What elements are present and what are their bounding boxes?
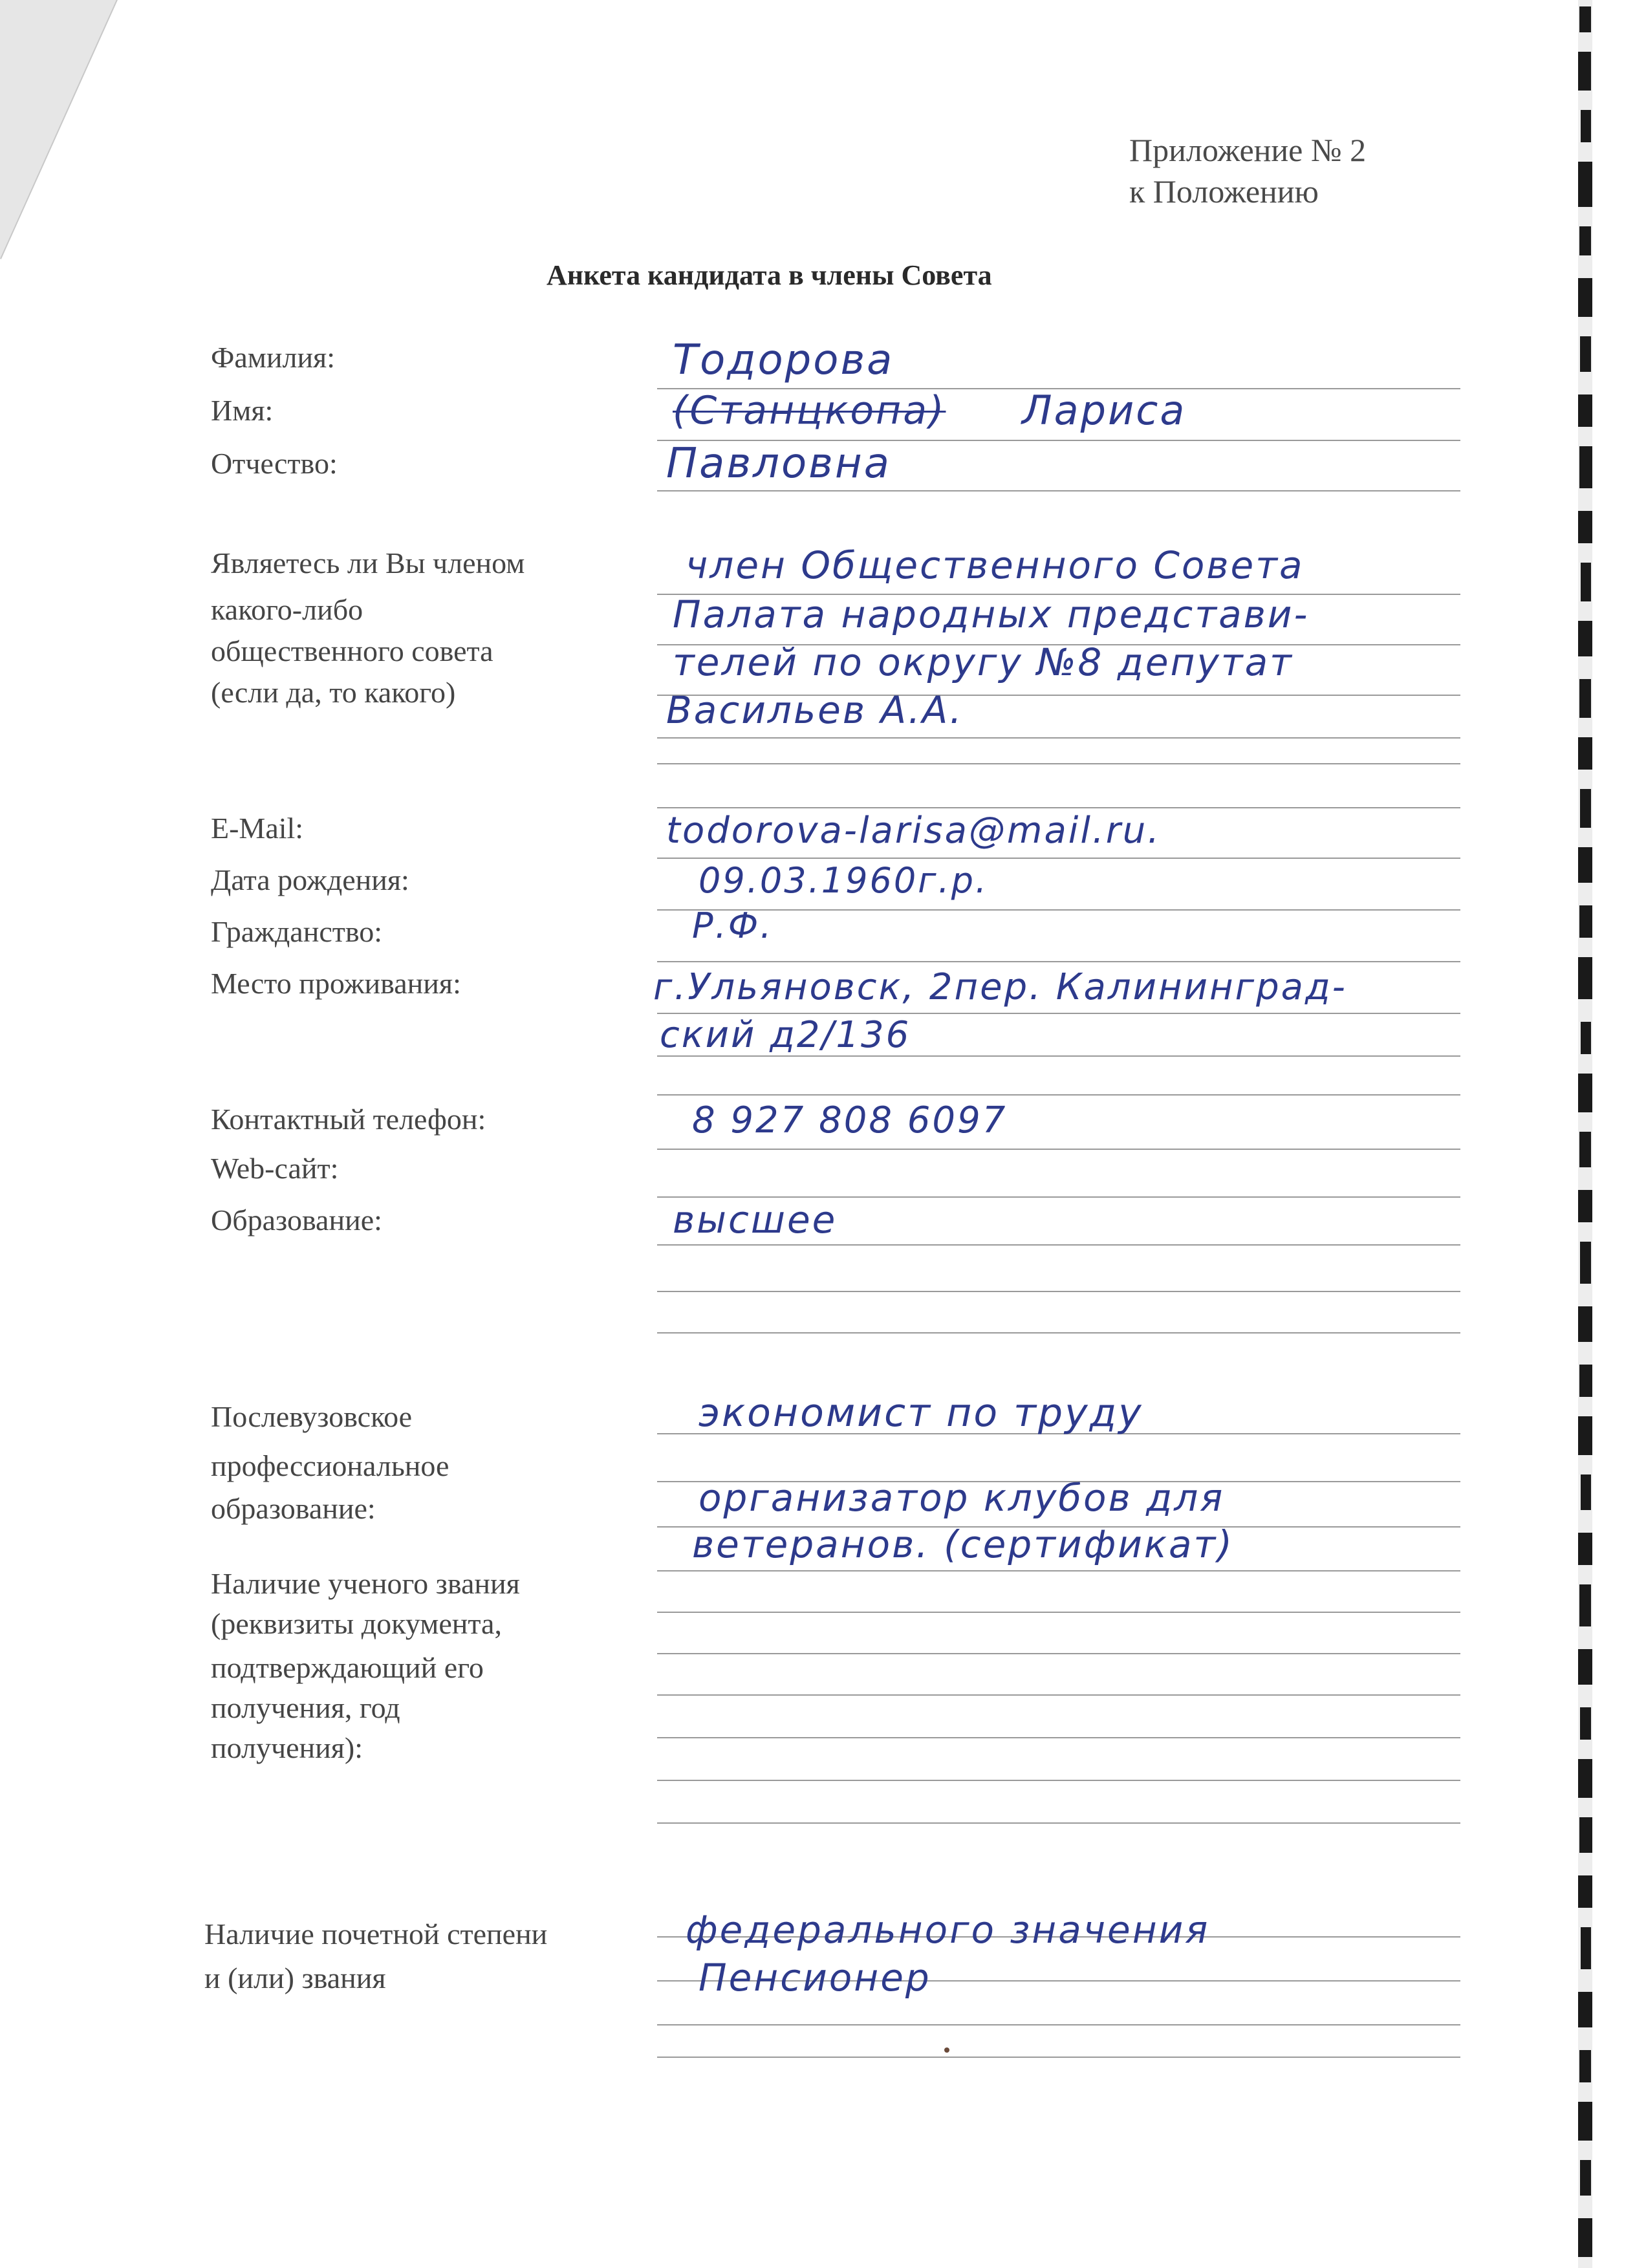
answer-postgrad-3: ветеранов. (сертификат): [692, 1522, 1234, 1566]
label-academic-5: получения):: [211, 1731, 363, 1764]
answer-citizenship: Р.Ф.: [692, 905, 774, 946]
answer-line: [657, 858, 1460, 859]
label-academic-4: получения, год: [211, 1691, 400, 1724]
answer-line: [657, 737, 1460, 739]
answer-line: [657, 1737, 1460, 1738]
label-council-3: общественного совета: [211, 634, 493, 667]
answer-postgrad-2: организатор клубов для: [698, 1476, 1225, 1520]
answer-maiden-name: (Станцкопа): [673, 388, 946, 433]
answer-surname: Тодорова: [673, 336, 894, 384]
answer-email: todorova-larisa@mail.ru.: [666, 810, 1162, 852]
appendix-regulation: к Положению: [1129, 173, 1319, 210]
answer-line: [657, 1244, 1460, 1246]
label-academic-2: (реквизиты документа,: [211, 1607, 502, 1640]
label-postgrad-1: Послевузовское: [211, 1400, 413, 1433]
label-education: Образование:: [211, 1204, 382, 1237]
label-website: Web-сайт:: [211, 1152, 339, 1185]
answer-line: [657, 1653, 1460, 1654]
ink-speck: [944, 2047, 949, 2053]
answer-postgrad-1: экономист по труду: [698, 1390, 1143, 1436]
answer-council-3: телей по округу №8 депутат: [673, 640, 1294, 684]
label-name: Имя:: [211, 394, 274, 427]
answer-line: [657, 1570, 1460, 1571]
label-phone: Контактный телефон:: [211, 1103, 486, 1136]
label-birth-date: Дата рождения:: [211, 863, 409, 896]
label-email: E-Mail:: [211, 812, 304, 845]
answer-council-1: член Общественного Совета: [686, 543, 1305, 587]
label-residence: Место проживания:: [211, 967, 461, 1000]
answer-education: высшее: [673, 1198, 838, 1242]
label-honorary-2: и (или) звания: [204, 1961, 386, 1994]
answer-honorary-1: федерального значения: [686, 1908, 1210, 1952]
label-surname: Фамилия:: [211, 341, 335, 374]
answer-patronymic: Павловна: [666, 440, 891, 488]
label-postgrad-2: профессиональное: [211, 1449, 449, 1482]
answer-line: [657, 490, 1460, 491]
answer-honorary-2: Пенсионер: [698, 1956, 931, 2000]
label-council-4: (если да, то какого): [211, 676, 456, 709]
answer-line: [657, 807, 1460, 808]
answer-line: [657, 1780, 1460, 1781]
label-patronymic: Отчество:: [211, 447, 338, 480]
answer-birth-date: 09.03.1960г.р.: [698, 860, 989, 901]
answer-council-2: Палата народных представи-: [673, 592, 1310, 636]
appendix-note: [1129, 129, 1366, 212]
label-honorary-1: Наличие почетной степени: [204, 1917, 548, 1950]
answer-line: [657, 1612, 1460, 1613]
label-council-1: Являетесь ли Вы членом: [211, 546, 525, 579]
binding-strip: [1552, 0, 1635, 2268]
answer-line: [657, 1332, 1460, 1334]
answer-line: [657, 1094, 1460, 1096]
answer-line: [657, 1822, 1460, 1824]
answer-line: [657, 2057, 1460, 2058]
answer-council-4: Васильев А.А.: [666, 688, 964, 732]
appendix-number: Приложение № 2: [1129, 132, 1367, 168]
label-citizenship: Гражданство:: [211, 915, 383, 948]
answer-residence-2: ский д2/136: [660, 1014, 911, 1056]
label-academic-1: Наличие ученого звания: [211, 1567, 520, 1600]
answer-line: [657, 961, 1460, 962]
label-academic-3: подтверждающий его: [211, 1651, 484, 1684]
label-postgrad-3: образование:: [211, 1492, 376, 1525]
answer-line: [657, 1694, 1460, 1696]
answer-name: Лариса: [1022, 387, 1187, 434]
answer-line: [657, 909, 1460, 911]
label-council-2: какого-либо: [211, 593, 363, 626]
form-title: Анкета кандидата в члены Совета: [547, 259, 992, 291]
answer-phone: 8 927 808 6097: [692, 1099, 1008, 1141]
answer-residence-1: г.Ульяновск, 2пер. Калининград-: [653, 966, 1347, 1008]
answer-line: [657, 1149, 1460, 1150]
answer-line: [657, 2024, 1460, 2025]
answer-line: [657, 1291, 1460, 1292]
answer-line: [657, 763, 1460, 764]
